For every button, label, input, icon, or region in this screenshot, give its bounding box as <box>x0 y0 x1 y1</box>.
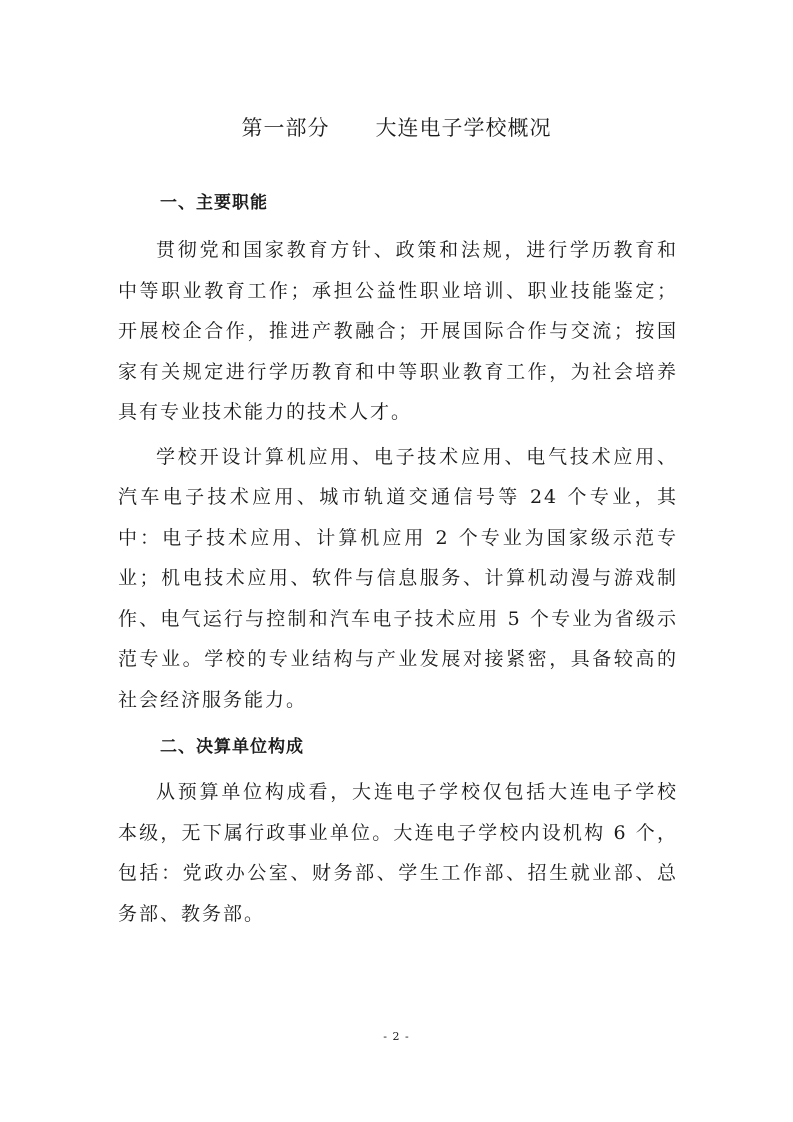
page-number: - 2 - <box>383 1030 410 1043</box>
paragraph-functions: 贯彻党和国家教育方针、政策和法规，进行学历教育和中等职业教育工作；承担公益性职业培训、职业技能鉴定；开展校企合作，推进产教融合；开展国际合作与交流；按国家有关规定进行学历教育和中等职业教育工作，为社会培养具有专业技术能力的技术人才。 <box>118 239 678 423</box>
paragraph-majors: 学校开设计算机应用、电子技术应用、电气技术应用、汽车电子技术应用、城市轨道交通信号等 24 个专业，其中：电子技术应用、计算机应用 2 个专业为国家级示范专业；机电技术应用、软件与信息服务、计算机动漫与游戏制作、电气运行与控制和汽车电子技术应用 5 个专业为省级示范专业。学校的专业结构与产业发展对接紧密，具备较高的社会经济服务能力。 <box>118 445 678 711</box>
section-heading-main-functions: 一、主要职能 <box>160 193 268 213</box>
document-body <box>118 190 678 934</box>
paragraph-unit-composition: 从预算单位构成看，大连电子学校仅包括大连电子学校本级，无下属行政事业单位。大连电子学校内设机构 6 个，包括：党政办公室、财务部、学生工作部、招生就业部、总务部、教务部。 <box>118 781 678 925</box>
section-heading-unit-composition: 二、决算单位构成 <box>160 737 304 757</box>
page-title: 第一部分 大连电子学校概况 <box>241 116 552 140</box>
